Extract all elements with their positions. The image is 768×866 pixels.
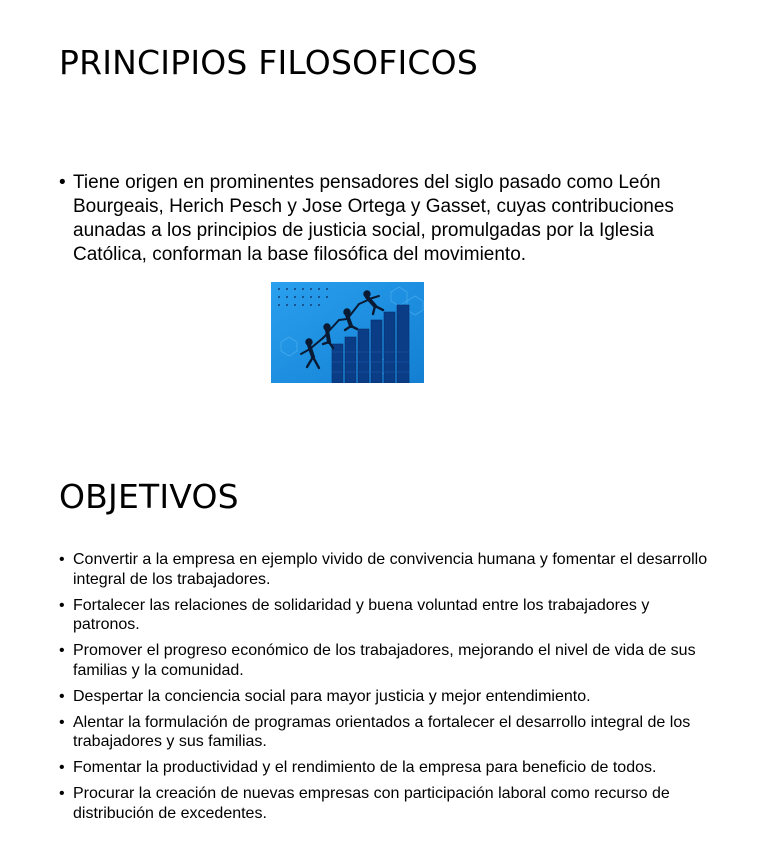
teamwork-illustration [271, 282, 424, 383]
list-item: • Fortalecer las relaciones de solidaridad y buena voluntad entre los trabajadores y patronos. [59, 596, 709, 635]
list-item: • Promover el progreso económico de los trabajadores, mejorando el nivel de vida de sus familias y la comunidad. [59, 641, 709, 680]
list-item: • Despertar la conciencia social para mayor justicia y mejor entendimiento. [59, 687, 709, 707]
objetivos-list [59, 550, 709, 830]
principios-list [59, 171, 709, 267]
principios-title: PRINCIPIOS FILOSOFICOS [59, 43, 478, 82]
list-item: • Alentar la formulación de programas orientados a fortalecer el desarrollo integral de los trabajadores y sus familias. [59, 713, 709, 752]
teamwork-climbing-bar-chart-icon [271, 282, 424, 383]
objetivos-title: OBJETIVOS [59, 477, 239, 516]
list-item: • Fomentar la productividad y el rendimiento de la empresa para beneficio de todos. [59, 758, 709, 778]
list-item: • Convertir a la empresa en ejemplo vivido de convivencia humana y fomentar el desarrollo integral de los trabajadores. [59, 550, 709, 589]
principios-bullet: • Tiene origen en prominentes pensadores del siglo pasado como León Bourgeais, Herich Pesch y Jose Ortega y Gasset, cuyas contribuciones aunadas a los principios de justicia social, promulgadas por la Iglesia Católica, conforman la base filosófica del movimiento. [59, 171, 709, 267]
list-item: • Procurar la creación de nuevas empresas con participación laboral como recurso de distribución de excedentes. [59, 784, 709, 823]
